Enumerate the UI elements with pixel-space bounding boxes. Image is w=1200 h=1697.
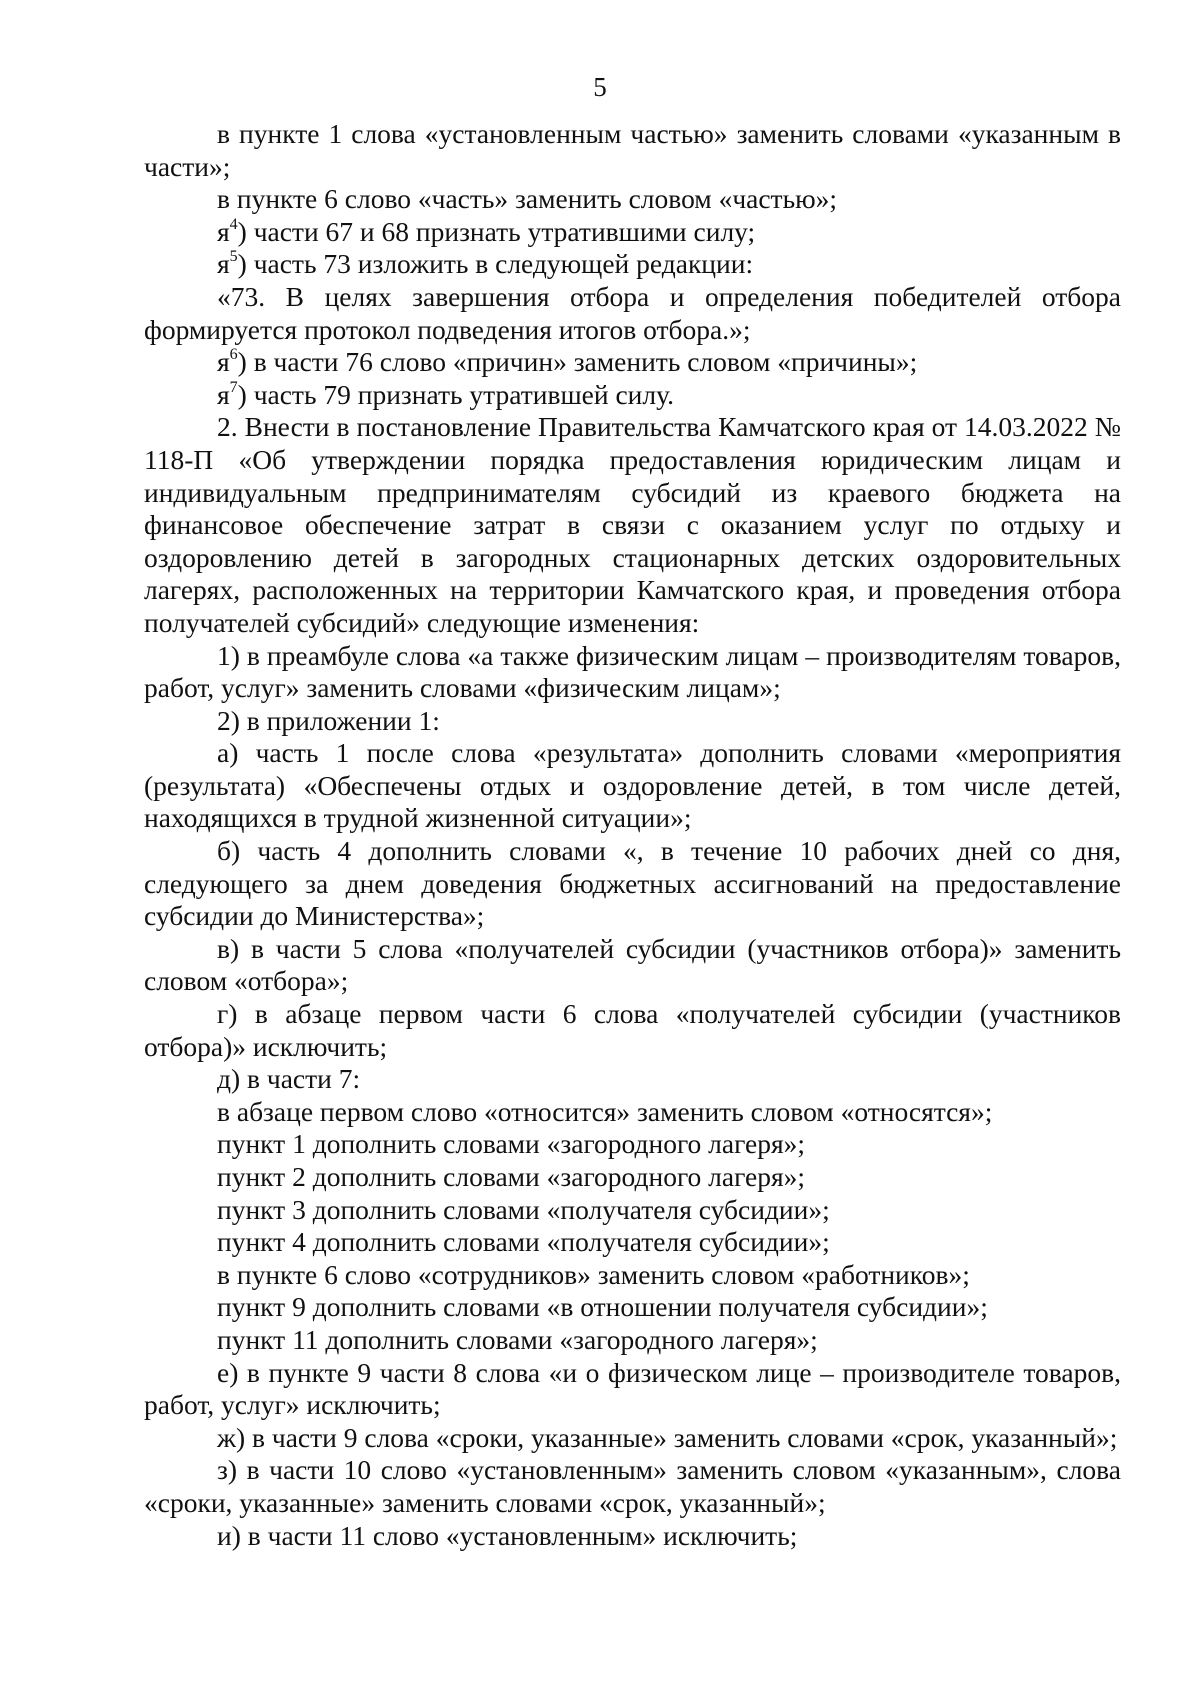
item-letter: я	[217, 248, 230, 280]
paragraph-text: ) часть 79 признать утратившей силу.	[237, 378, 674, 410]
paragraph: д) в части 7:	[217, 1063, 361, 1095]
paragraph-text: ) части 67 и 68 признать утратившими силу;	[237, 215, 756, 247]
paragraph: в абзаце первом слово «относится» заменить словом «относятся»;	[217, 1095, 993, 1127]
paragraph: «73. В целях завершения отбора и определения победителей отбора формируется протокол подведения итогов отбора.»;	[144, 280, 1121, 345]
paragraph: в пункте 1 слова «установленным частью» заменить словами «указанным в части»;	[144, 118, 1121, 182]
paragraph: в пункте 6 слово «часть» заменить словом «частью»;	[217, 183, 838, 215]
paragraph: в пункте 6 слово «сотрудников» заменить словом «работников»;	[217, 1258, 970, 1290]
paragraph: пункт 9 дополнить словами «в отношении получателя субсидии»;	[217, 1291, 988, 1323]
paragraph: е) в пункте 9 части 8 слова «и о физическом лице – производителе товаров, работ, услуг» исключить;	[144, 1356, 1121, 1421]
item-letter: я	[217, 346, 230, 378]
paragraph	[144, 379, 1121, 412]
paragraph	[144, 248, 1121, 281]
item-superscript: 7	[229, 378, 238, 396]
paragraph: б) часть 4 дополнить словами «, в течение 10 рабочих дней со дня, следующего за днем доведения бюджетных ассигнований на предоставление субсидии до Министерства»;	[144, 835, 1121, 932]
paragraph: а) часть 1 после слова «результата» дополнить словами «мероприятия (результата) «Обеспечены отдых и оздоровление детей, в том числе детей, находящихся в трудной жизненной ситуации»;	[144, 737, 1121, 834]
page-number: 5	[593, 72, 607, 102]
paragraph: г) в абзаце первом части 6 слова «получателей субсидии (участников отбора)» исключить;	[144, 998, 1121, 1062]
paragraph-text: ) в части 76 слово «причин» заменить словом «причины»;	[237, 346, 918, 378]
paragraph: пункт 3 дополнить словами «получателя субсидии»;	[217, 1193, 830, 1225]
document-body	[144, 118, 1121, 1552]
item-letter: я	[217, 378, 230, 410]
paragraph: 2) в приложении 1:	[217, 704, 440, 736]
item-letter: я	[217, 215, 230, 247]
paragraph: и) в части 11 слово «установленным» исключить;	[217, 1519, 798, 1551]
item-superscript: 6	[229, 346, 238, 363]
paragraph: пункт 1 дополнить словами «загородного лагеря»;	[217, 1128, 806, 1160]
paragraph: в) в части 5 слова «получателей субсидии (участников отбора)» заменить словом «отбора»;	[144, 932, 1121, 997]
paragraph: 1) в преамбуле слова «а также физическим лицам – производителям товаров, работ, услуг» заменить словами «физическим лицам»;	[144, 639, 1121, 704]
paragraph-text: ) часть 73 изложить в следующей редакции:	[237, 248, 754, 280]
paragraph: з) в части 10 слово «установленным» заменить словом «указанным», слова «сроки, указанные» заменить словами «срок, указанный»;	[144, 1454, 1121, 1518]
paragraph	[144, 346, 1121, 379]
paragraph: ж) в части 9 слова «сроки, указанные» заменить словами «срок, указанный»;	[217, 1421, 1118, 1453]
item-superscript: 5	[229, 248, 238, 266]
paragraph: пункт 11 дополнить словами «загородного лагеря»;	[217, 1323, 818, 1355]
paragraph: пункт 4 дополнить словами «получателя субсидии»;	[217, 1226, 830, 1258]
paragraph: 2. Внести в постановление Правительства Камчатского края от 14.03.2022 № 118-П «Об утверждении порядка предоставления юридическим лицам и индивидуальным предпринимателям субсидий из краевого бюджета на финансовое обеспечение затрат в связи с оказанием услуг по отдыху и оздоровлению детей в загородных стационарных детских оздоровительных лагерях, расположенных на территории Камчатского края, и проведения отбора получателей субсидий» следующие изменения:	[144, 411, 1121, 638]
paragraph	[144, 216, 1121, 249]
paragraph: пункт 2 дополнить словами «загородного лагеря»;	[217, 1161, 806, 1192]
item-superscript: 4	[229, 215, 238, 233]
